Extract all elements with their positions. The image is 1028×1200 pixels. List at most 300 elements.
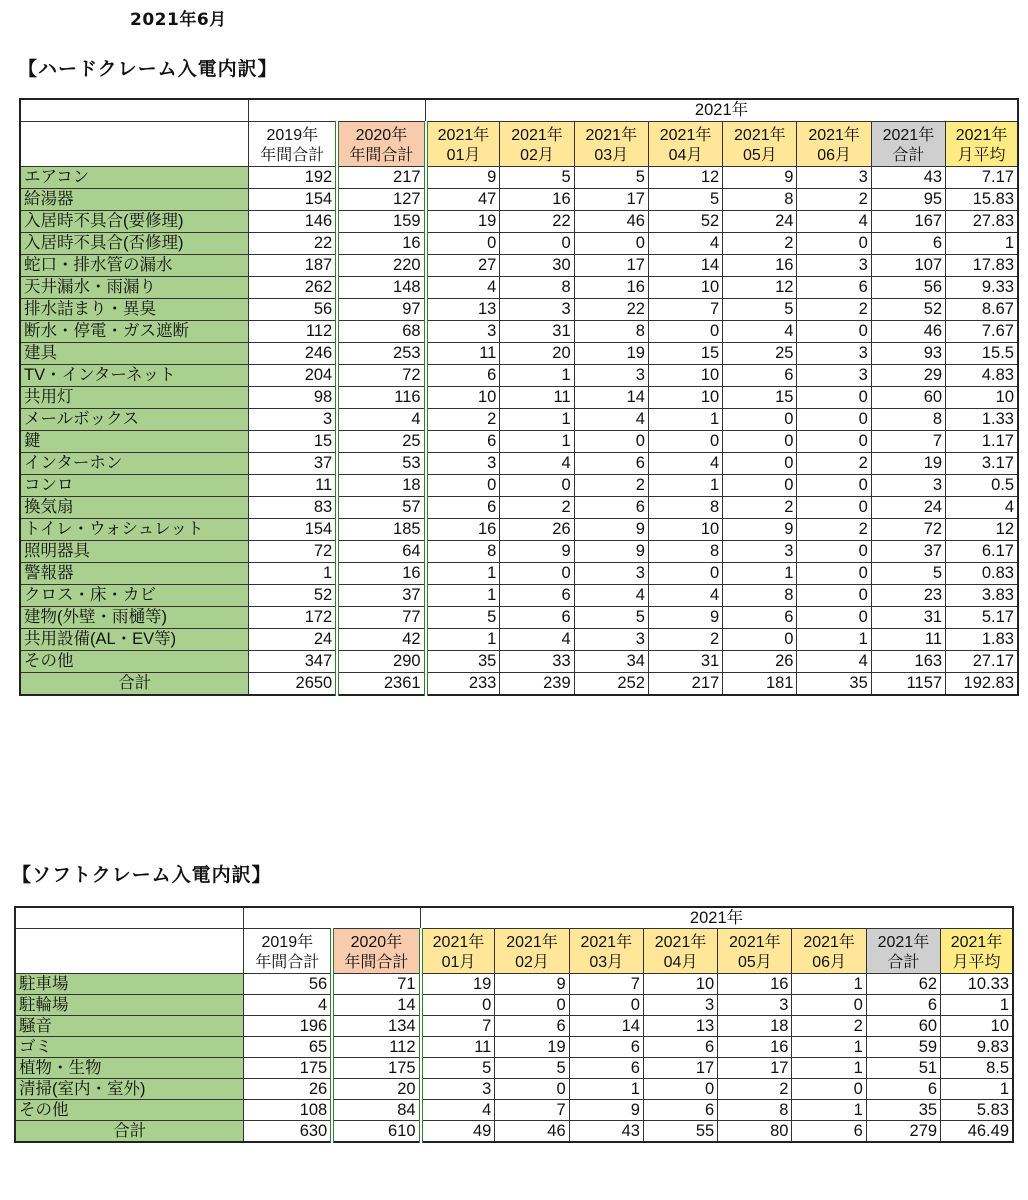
value-cell: 0 xyxy=(797,431,871,453)
value-cell: 0 xyxy=(797,409,871,431)
row-label: 建具 xyxy=(20,343,249,365)
value-cell: 1.17 xyxy=(946,431,1018,453)
value-cell: 47 xyxy=(426,189,500,211)
value-cell: 10.33 xyxy=(941,974,1013,995)
value-cell: 8 xyxy=(718,1100,792,1121)
value-cell: 154 xyxy=(249,189,337,211)
value-cell: 0 xyxy=(495,995,569,1016)
row-label: 排水詰まり・異臭 xyxy=(20,299,249,321)
value-cell: 0 xyxy=(797,563,871,585)
column-header-line2: 月平均 xyxy=(957,147,1006,164)
value-cell: 112 xyxy=(249,321,337,343)
value-cell: 8.67 xyxy=(946,299,1018,321)
row-label: 共用設備(AL・EV等) xyxy=(20,629,249,651)
value-cell: 253 xyxy=(337,343,425,365)
year-group-header: 2021年 xyxy=(426,99,1018,122)
value-cell: 0 xyxy=(648,563,722,585)
value-cell: 46 xyxy=(574,211,648,233)
column-header-line1: 2021年 xyxy=(659,127,712,144)
column-header-line2: 04月 xyxy=(668,147,703,164)
value-cell: 172 xyxy=(249,607,337,629)
column-header xyxy=(500,122,574,167)
value-cell: 52 xyxy=(648,211,722,233)
row-label: 警報器 xyxy=(20,563,249,585)
value-cell: 14 xyxy=(574,387,648,409)
column-header-line2: 01月 xyxy=(441,954,476,971)
column-header-line2: 年間合計 xyxy=(344,954,409,971)
value-cell: 0.5 xyxy=(946,475,1018,497)
value-cell: 27 xyxy=(426,255,500,277)
value-cell: 6 xyxy=(495,1016,569,1037)
value-cell: 6 xyxy=(723,365,797,387)
value-cell: 3.83 xyxy=(946,585,1018,607)
value-cell: 57 xyxy=(337,497,425,519)
column-header xyxy=(244,929,332,974)
table-row xyxy=(20,453,1018,475)
value-cell: 2 xyxy=(797,453,871,475)
column-header xyxy=(718,929,792,974)
value-cell: 4 xyxy=(574,585,648,607)
total-value-cell: 233 xyxy=(426,673,500,696)
soft-claims-title: 【ソフトクレーム入電内訳】 xyxy=(12,864,272,886)
row-label: 蛇口・排水管の漏水 xyxy=(20,255,249,277)
value-cell: 0 xyxy=(792,995,866,1016)
value-cell: 3 xyxy=(643,995,717,1016)
value-cell: 0 xyxy=(421,995,495,1016)
value-cell: 0 xyxy=(792,1079,866,1100)
row-label: 建物(外壁・雨樋等) xyxy=(20,607,249,629)
row-label: 共用灯 xyxy=(20,387,249,409)
value-cell: 13 xyxy=(643,1016,717,1037)
value-cell: 6 xyxy=(643,1037,717,1058)
table-row xyxy=(20,431,1018,453)
column-header-line1: 2020年 xyxy=(355,127,408,144)
column-header xyxy=(797,122,871,167)
value-cell: 5.17 xyxy=(946,607,1018,629)
row-label: 断水・停電・ガス遮断 xyxy=(20,321,249,343)
value-cell: 4 xyxy=(648,585,722,607)
value-cell: 3 xyxy=(426,321,500,343)
value-cell: 71 xyxy=(332,974,420,995)
column-header-line2: 04月 xyxy=(663,954,698,971)
value-cell: 60 xyxy=(866,1016,940,1037)
value-cell: 8 xyxy=(871,409,945,431)
value-cell: 4 xyxy=(797,651,871,673)
column-header xyxy=(569,929,643,974)
column-header-line1: 2021年 xyxy=(654,934,707,951)
column-header xyxy=(723,122,797,167)
value-cell: 5 xyxy=(500,167,574,189)
column-header-line2: 月平均 xyxy=(952,954,1001,971)
soft-claims-table xyxy=(14,906,1014,1143)
value-cell: 52 xyxy=(249,585,337,607)
table-row xyxy=(15,1079,1013,1100)
value-cell: 3 xyxy=(574,629,648,651)
value-cell: 6 xyxy=(426,431,500,453)
value-cell: 1 xyxy=(426,563,500,585)
value-cell: 0 xyxy=(500,475,574,497)
value-cell: 31 xyxy=(871,607,945,629)
value-cell: 6 xyxy=(574,453,648,475)
year-group-row xyxy=(15,907,1013,929)
value-cell: 2 xyxy=(426,409,500,431)
column-header xyxy=(332,929,420,974)
value-cell: 0 xyxy=(797,585,871,607)
value-cell: 9.83 xyxy=(941,1037,1013,1058)
value-cell: 8 xyxy=(723,585,797,607)
value-cell: 10 xyxy=(941,1016,1013,1037)
column-header-line2: 01月 xyxy=(446,147,481,164)
value-cell: 127 xyxy=(337,189,425,211)
value-cell: 24 xyxy=(249,629,337,651)
total-value-cell: 239 xyxy=(500,673,574,696)
value-cell: 1 xyxy=(648,409,722,431)
value-cell: 2 xyxy=(574,475,648,497)
value-cell: 2 xyxy=(718,1079,792,1100)
value-cell: 10 xyxy=(648,277,722,299)
value-cell: 16 xyxy=(723,255,797,277)
value-cell: 24 xyxy=(871,497,945,519)
value-cell: 4 xyxy=(421,1100,495,1121)
value-cell: 72 xyxy=(871,519,945,541)
column-header-line1: 2021年 xyxy=(432,934,485,951)
value-cell: 52 xyxy=(871,299,945,321)
value-cell: 167 xyxy=(871,211,945,233)
value-cell: 0 xyxy=(574,233,648,255)
value-cell: 1 xyxy=(792,1058,866,1079)
table-row xyxy=(15,1100,1013,1121)
value-cell: 1.33 xyxy=(946,409,1018,431)
total-label: 合計 xyxy=(15,1121,244,1143)
total-value-cell: 49 xyxy=(421,1121,495,1143)
value-cell: 347 xyxy=(249,651,337,673)
value-cell: 3 xyxy=(718,995,792,1016)
value-cell: 6 xyxy=(569,1037,643,1058)
value-cell: 16 xyxy=(574,277,648,299)
value-cell: 4 xyxy=(500,453,574,475)
value-cell: 1 xyxy=(500,365,574,387)
table-row xyxy=(20,189,1018,211)
row-label: ゴミ xyxy=(15,1037,244,1058)
value-cell: 0 xyxy=(797,387,871,409)
column-header-line2: 02月 xyxy=(515,954,549,971)
column-header xyxy=(946,122,1018,167)
total-value-cell: 46 xyxy=(495,1121,569,1143)
total-value-cell: 2650 xyxy=(249,673,337,696)
column-header-line2: 年間合計 xyxy=(255,954,320,971)
value-cell: 27.17 xyxy=(946,651,1018,673)
value-cell: 0 xyxy=(495,1079,569,1100)
value-cell: 4 xyxy=(244,995,332,1016)
column-header-line1: 2021年 xyxy=(955,127,1008,144)
value-cell: 5 xyxy=(574,167,648,189)
column-header-line2: 05月 xyxy=(742,147,777,164)
value-cell: 4 xyxy=(648,233,722,255)
value-cell: 0 xyxy=(723,629,797,651)
value-cell: 19 xyxy=(574,343,648,365)
value-cell: 95 xyxy=(871,189,945,211)
table-row xyxy=(20,607,1018,629)
value-cell: 22 xyxy=(574,299,648,321)
value-cell: 1.83 xyxy=(946,629,1018,651)
row-label: その他 xyxy=(15,1100,244,1121)
table-row xyxy=(20,651,1018,673)
value-cell: 3 xyxy=(797,343,871,365)
table-row xyxy=(20,277,1018,299)
row-label: 騒音 xyxy=(15,1016,244,1037)
value-cell: 7.17 xyxy=(946,167,1018,189)
label-header-cell xyxy=(20,122,249,167)
prior-years-group xyxy=(249,99,426,122)
value-cell: 0 xyxy=(500,563,574,585)
value-cell: 8 xyxy=(500,277,574,299)
value-cell: 15 xyxy=(723,387,797,409)
column-header-line2: 06月 xyxy=(817,147,852,164)
corner-cell xyxy=(15,907,244,929)
value-cell: 25 xyxy=(337,431,425,453)
value-cell: 1 xyxy=(792,1100,866,1121)
column-header-line1: 2021年 xyxy=(808,127,860,144)
column-header-line2: 合計 xyxy=(892,147,925,164)
value-cell: 2 xyxy=(500,497,574,519)
table-row xyxy=(15,1037,1013,1058)
value-cell: 146 xyxy=(249,211,337,233)
column-header-line2: 年間合計 xyxy=(260,147,325,164)
total-value-cell: 217 xyxy=(648,673,722,696)
value-cell: 29 xyxy=(871,365,945,387)
column-header xyxy=(421,929,495,974)
row-label: 天井漏水・雨漏り xyxy=(20,277,249,299)
value-cell: 6.17 xyxy=(946,541,1018,563)
value-cell: 175 xyxy=(244,1058,332,1079)
value-cell: 9 xyxy=(426,167,500,189)
value-cell: 159 xyxy=(337,211,425,233)
value-cell: 5 xyxy=(723,299,797,321)
value-cell: 2 xyxy=(723,233,797,255)
value-cell: 19 xyxy=(871,453,945,475)
table-row xyxy=(20,541,1018,563)
value-cell: 11 xyxy=(421,1037,495,1058)
column-header-line1: 2020年 xyxy=(350,934,403,951)
row-label: 駐輪場 xyxy=(15,995,244,1016)
value-cell: 7 xyxy=(495,1100,569,1121)
row-label: メールボックス xyxy=(20,409,249,431)
total-row xyxy=(15,1121,1013,1143)
value-cell: 0 xyxy=(723,409,797,431)
value-cell: 116 xyxy=(337,387,425,409)
table-row xyxy=(20,365,1018,387)
value-cell: 5 xyxy=(574,607,648,629)
value-cell: 11 xyxy=(426,343,500,365)
column-header-line2: 05月 xyxy=(737,954,772,971)
value-cell: 0 xyxy=(797,233,871,255)
value-cell: 1 xyxy=(500,409,574,431)
value-cell: 3 xyxy=(426,453,500,475)
value-cell: 0 xyxy=(426,233,500,255)
value-cell: 1 xyxy=(648,475,722,497)
value-cell: 1 xyxy=(941,1079,1013,1100)
hard-claims-title: 【ハードクレーム入電内訳】 xyxy=(18,58,278,80)
value-cell: 0.83 xyxy=(946,563,1018,585)
value-cell: 46 xyxy=(871,321,945,343)
row-label: 駐車場 xyxy=(15,974,244,995)
value-cell: 0 xyxy=(797,497,871,519)
row-label: 照明器具 xyxy=(20,541,249,563)
value-cell: 13 xyxy=(426,299,500,321)
value-cell: 15.83 xyxy=(946,189,1018,211)
value-cell: 6 xyxy=(569,1058,643,1079)
value-cell: 8 xyxy=(723,189,797,211)
value-cell: 3 xyxy=(500,299,574,321)
value-cell: 187 xyxy=(249,255,337,277)
value-cell: 6 xyxy=(871,233,945,255)
value-cell: 2 xyxy=(797,189,871,211)
column-header-line1: 2021年 xyxy=(803,934,855,951)
value-cell: 22 xyxy=(500,211,574,233)
row-label: 入居時不具合(否修理) xyxy=(20,233,249,255)
column-header-line1: 2021年 xyxy=(506,934,558,951)
value-cell: 9 xyxy=(569,1100,643,1121)
value-cell: 3 xyxy=(797,255,871,277)
total-value-cell: 252 xyxy=(574,673,648,696)
value-cell: 17.83 xyxy=(946,255,1018,277)
year-group-row xyxy=(20,99,1018,122)
column-header xyxy=(495,929,569,974)
value-cell: 7 xyxy=(871,431,945,453)
value-cell: 5 xyxy=(426,607,500,629)
value-cell: 262 xyxy=(249,277,337,299)
value-cell: 0 xyxy=(797,475,871,497)
value-cell: 4 xyxy=(648,453,722,475)
value-cell: 42 xyxy=(337,629,425,651)
value-cell: 93 xyxy=(871,343,945,365)
column-header xyxy=(426,122,500,167)
total-value-cell: 181 xyxy=(723,673,797,696)
value-cell: 10 xyxy=(648,387,722,409)
column-header-line2: 06月 xyxy=(812,954,847,971)
value-cell: 1 xyxy=(569,1079,643,1100)
value-cell: 17 xyxy=(574,189,648,211)
value-cell: 15 xyxy=(648,343,722,365)
value-cell: 15 xyxy=(249,431,337,453)
value-cell: 1 xyxy=(426,629,500,651)
value-cell: 10 xyxy=(643,974,717,995)
column-header-row xyxy=(20,122,1018,167)
table-row xyxy=(20,409,1018,431)
row-label: 換気扇 xyxy=(20,497,249,519)
table-row xyxy=(20,497,1018,519)
column-header-line1: 2021年 xyxy=(882,127,935,144)
value-cell: 33 xyxy=(500,651,574,673)
column-header-line1: 2021年 xyxy=(734,127,786,144)
value-cell: 2 xyxy=(797,299,871,321)
value-cell: 0 xyxy=(797,321,871,343)
value-cell: 1 xyxy=(426,585,500,607)
value-cell: 19 xyxy=(421,974,495,995)
total-value-cell: 610 xyxy=(332,1121,420,1143)
table-row xyxy=(20,585,1018,607)
value-cell: 65 xyxy=(244,1037,332,1058)
column-header-line1: 2021年 xyxy=(511,127,563,144)
value-cell: 6 xyxy=(500,585,574,607)
table-row xyxy=(20,629,1018,651)
value-cell: 12 xyxy=(723,277,797,299)
value-cell: 37 xyxy=(249,453,337,475)
value-cell: 4 xyxy=(574,409,648,431)
value-cell: 2 xyxy=(648,629,722,651)
value-cell: 1 xyxy=(723,563,797,585)
value-cell: 3 xyxy=(797,365,871,387)
row-label: インターホン xyxy=(20,453,249,475)
table-row xyxy=(15,1016,1013,1037)
value-cell: 77 xyxy=(337,607,425,629)
value-cell: 19 xyxy=(426,211,500,233)
value-cell: 0 xyxy=(648,321,722,343)
table-row xyxy=(20,387,1018,409)
value-cell: 22 xyxy=(249,233,337,255)
column-header xyxy=(648,122,722,167)
value-cell: 7 xyxy=(421,1016,495,1037)
value-cell: 14 xyxy=(332,995,420,1016)
table-row xyxy=(20,475,1018,497)
total-value-cell: 55 xyxy=(643,1121,717,1143)
column-header xyxy=(249,122,337,167)
value-cell: 1 xyxy=(792,1037,866,1058)
value-cell: 35 xyxy=(426,651,500,673)
value-cell: 5.83 xyxy=(941,1100,1013,1121)
prior-years-group xyxy=(244,907,421,929)
value-cell: 3.17 xyxy=(946,453,1018,475)
value-cell: 9 xyxy=(500,541,574,563)
table-row xyxy=(20,321,1018,343)
table-row xyxy=(15,995,1013,1016)
column-header-row xyxy=(15,929,1013,974)
value-cell: 59 xyxy=(866,1037,940,1058)
value-cell: 1 xyxy=(946,233,1018,255)
column-header-line2: 年間合計 xyxy=(349,147,414,164)
value-cell: 1 xyxy=(249,563,337,585)
value-cell: 35 xyxy=(866,1100,940,1121)
value-cell: 8.5 xyxy=(941,1058,1013,1079)
value-cell: 18 xyxy=(337,475,425,497)
hard-claims-table xyxy=(19,98,1019,696)
table-row xyxy=(20,211,1018,233)
value-cell: 4 xyxy=(500,629,574,651)
column-header-line2: 03月 xyxy=(589,954,624,971)
value-cell: 163 xyxy=(871,651,945,673)
row-label: 給湯器 xyxy=(20,189,249,211)
value-cell: 2 xyxy=(797,519,871,541)
value-cell: 9 xyxy=(495,974,569,995)
value-cell: 4 xyxy=(337,409,425,431)
row-label: 入居時不具合(要修理) xyxy=(20,211,249,233)
total-value-cell: 2361 xyxy=(337,673,425,696)
column-header xyxy=(941,929,1013,974)
value-cell: 9 xyxy=(574,541,648,563)
column-header-line1: 2021年 xyxy=(585,127,638,144)
row-label: エアコン xyxy=(20,167,249,189)
value-cell: 9 xyxy=(723,167,797,189)
column-header xyxy=(337,122,425,167)
column-header-line1: 2021年 xyxy=(437,127,490,144)
value-cell: 8 xyxy=(426,541,500,563)
value-cell: 0 xyxy=(643,1079,717,1100)
value-cell: 14 xyxy=(648,255,722,277)
total-value-cell: 6 xyxy=(792,1121,866,1143)
column-header xyxy=(792,929,866,974)
value-cell: 8 xyxy=(648,497,722,519)
value-cell: 56 xyxy=(249,299,337,321)
